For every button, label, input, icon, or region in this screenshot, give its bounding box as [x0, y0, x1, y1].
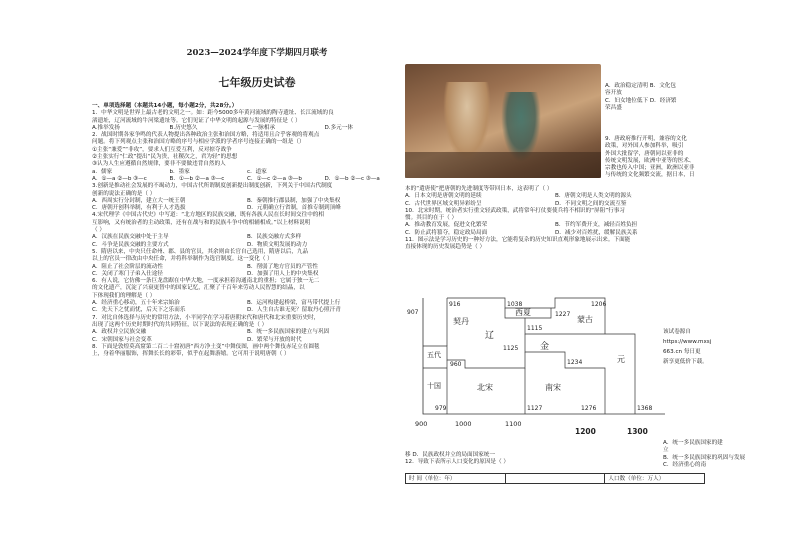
question-line: 9．唐政府推行开明，兼容的文化 — [605, 136, 687, 142]
question-line: （ ） — [92, 227, 105, 234]
question-line: 渚遗址，辽河流域的牛河梁遗址等。它们见证了中华文明的起源与发展的特征是（ ） — [92, 117, 301, 124]
year-960: 960 — [450, 361, 462, 368]
map-label-southern-song: 南宋 — [545, 383, 561, 392]
answer-option: C．唐朝开创科举制，有利于人才选拔 — [92, 205, 186, 212]
answer-option: D．减少对百姓扰，缓解民族关系 — [555, 229, 638, 236]
option-line: 立 — [663, 447, 669, 454]
question-line: ①主张“兼爱”“非攻”，要求人们互爱互利，反对掠夺战争 — [92, 146, 232, 153]
question-line: 10．北宋时期，统治者实行重文轻武政策，武将常年打仗要使兵将不相识的“屏阻”行事习 — [405, 207, 625, 214]
option-row — [405, 222, 705, 229]
year-916: 916 — [449, 301, 461, 308]
question-line: 4.宋代理学《中国古代史》中写道：“北方地区的民族交融，既有各族人民在长时间交往中的相 — [92, 212, 324, 219]
question-line: 1．中华文明是世界上最古老的文明之一。如：距今5000多年黄河流域的陶寺遗址、长江流域的良 — [92, 110, 334, 117]
answer-option: A.推举发扬 — [92, 124, 120, 131]
table-col-time: 时 间（单位：年） — [406, 474, 506, 483]
question-line: 外国大批留学，唐朝同以亚非的 — [605, 150, 684, 157]
dynasty-timeline-map — [405, 294, 661, 444]
answer-option: D．人生自古谁无死？留取丹心照汗青 — [247, 307, 341, 314]
answer-option: B．①—b ②—a ③—c — [169, 175, 225, 182]
option-row — [92, 234, 402, 241]
axis-1100: 1100 — [505, 420, 522, 428]
question-line: 下体现我们的理解是（ ） — [92, 292, 156, 299]
question-line: 以上的官员一律改由中央任命，并将科举制作为选官制度。这一变化（ ） — [92, 256, 273, 263]
option-row — [92, 169, 402, 176]
map-label-northern-song: 北宋 — [477, 383, 493, 392]
question-line: 政策，对外国人参加科举，吸引 — [605, 143, 684, 150]
option-row — [405, 193, 705, 200]
question-line: 12．导致下表所示人口变化的原因是（ ） — [405, 459, 509, 466]
question-line: 5．隋唐以来，中央只任命州、郡、县的官员，其余则由长官自己选用，隋唐以后，九品 — [92, 248, 309, 255]
map-label-ten-kingdoms: 十国 — [427, 382, 441, 390]
map-label-jin: 金 — [540, 342, 550, 352]
dunhuang-mural-image — [405, 64, 601, 178]
option-row — [405, 201, 705, 208]
exam-title: 2023—2024学年度下学期四月联考 — [186, 48, 328, 58]
question-line: 互影响，又有统治者的主动政策，还有在战与和的民族斗争中的相辅相成。”以上材料说明 — [92, 219, 311, 226]
option-row — [92, 307, 402, 314]
download-source-note — [663, 327, 713, 367]
source-note-line: 新享更低价下载。 — [663, 359, 708, 365]
answer-option: a．儒家 — [92, 168, 113, 175]
year-1368: 1368 — [637, 405, 653, 412]
answer-option: D.多元一体 — [324, 124, 353, 131]
answer-option: A．汉族在民族交融中处于主导 — [92, 234, 169, 241]
answer-option: A．西周实行分封制，建立大一统王朝 — [92, 197, 186, 204]
option-row — [92, 264, 402, 271]
question-line: 11．图示法是学习历史的一种好方法，它能将复杂的历史知识直观形象地展示出来。下面能 — [405, 237, 631, 244]
year-1227: 1227 — [555, 311, 571, 318]
question-line: 出现了这两个历史时期时代的共同特征，以下说法的表现正确的是（ ） — [92, 321, 268, 328]
option-line: A．政治稳定清明 B．文化包 — [605, 83, 676, 89]
answer-option: C．防止武将篡夺，稳定政局局面 — [405, 229, 488, 236]
year-1127: 1127 — [527, 405, 543, 412]
answer-option: B.历史悠久 — [169, 124, 198, 131]
answer-option — [325, 169, 403, 176]
map-label-mongol: 蒙古 — [577, 315, 593, 324]
option-line: C．妇女地位低下 D．经济繁 — [605, 97, 677, 104]
dancer-figure-1 — [443, 82, 491, 162]
map-label-kitan: 契丹 — [453, 317, 469, 326]
answer-option: B．唐朝文明是人类文明的源头 — [555, 193, 632, 200]
year-1276: 1276 — [581, 405, 597, 412]
map-label-xixia: 西夏 — [515, 308, 531, 317]
answer-option: A．日本文明是唐朝文明的延续 — [405, 193, 482, 200]
year-1115: 1115 — [527, 325, 543, 332]
source-note-line: 该试卷源自 — [663, 329, 691, 335]
source-note-line: https://www.mxsj — [663, 339, 712, 345]
question-8-options — [605, 83, 705, 112]
answer-option: C．关闭了寒门子弟入仕途径 — [92, 270, 164, 277]
answer-option: B．节约军费开支，减轻百姓负担 — [555, 222, 638, 229]
answer-option: A．政权并立民族交融 — [92, 329, 147, 336]
population-table-header — [405, 473, 705, 484]
question-9-text — [605, 136, 705, 180]
answer-option: D．繁荣与开放的时代 — [247, 336, 302, 343]
year-907: 907 — [407, 309, 419, 316]
question-line: 3.创新是推动社会发展的不竭动力，中国古代所谓制度创新提出制度创新，下列关于中国古代制度 — [92, 183, 333, 190]
answer-option: B．运河构建起桥梁，富马带代提上行 — [247, 300, 341, 307]
answer-option: A．经济重心移动，五十年来宗始治 — [92, 300, 180, 307]
axis-900: 900 — [415, 420, 428, 428]
question-line: 2．战国时期各家争鸣的代表人物提出各种政治主张和治国方略，将适用且合乎客观的将观点 — [92, 132, 320, 139]
axis-1200: 1200 — [575, 427, 596, 436]
question-list-right — [405, 186, 705, 252]
answer-option: C．宋朝国家与社会变革 — [92, 336, 152, 343]
answer-option: C．古代世界区域文明异彩纷呈 — [405, 200, 482, 207]
question-line: 传统文明发展，欧洲中亚等的医术、 — [605, 157, 695, 164]
question-line: 8．下面是敦煌莫高窟第二百二十窟初唐“西方净土变”中舞伎图，画中两个舞伎赤足立在圆毯 — [92, 343, 320, 350]
answer-option: C．①—c ②—a ③—b — [247, 175, 302, 182]
question-line: ②主张实行“仁政”提出“民为贵，社稷次之，君为轻”的思想 — [92, 154, 238, 161]
answer-option: B．削弱了地方官员的产管性 — [247, 263, 318, 270]
map-label-yuan: 元 — [617, 355, 625, 364]
exam-subtitle: 七年级历史试卷 — [218, 76, 296, 89]
question-list-bottom — [405, 452, 705, 467]
answer-option: D．①—b ②—c ③—a — [324, 175, 380, 182]
question-line: 移 D．民族政权并立的局面国家统一 — [405, 452, 495, 458]
question-line: 本的“遣唐使”把唐朝的先进制度等带回日本，这表明了（ ） — [405, 186, 553, 192]
question-line: ③认为人生应遵循自然规律，要非不要做违背自然的人 — [92, 161, 226, 168]
answer-option: B．秦朝推行郡县制，加强了中央集权 — [247, 197, 341, 204]
answer-option: A．①—a ②—b ③—c — [92, 175, 147, 182]
option-line: A．统一多民族国家的建 — [663, 440, 723, 446]
option-line: B．统一多民族国家的巩固与发展 — [663, 454, 746, 461]
question-line: 与传统的文化频繁交流，据日本，日 — [605, 172, 695, 179]
answer-option: D．元朝确立行省制，首推专制到顶峰 — [247, 205, 341, 212]
option-row — [92, 329, 402, 336]
question-line: 惯。其目的在于（ ） — [405, 215, 458, 222]
answer-option: A．推动教育发展，促进文化繁荣 — [405, 222, 488, 229]
section-heading: 一、单项选择题（本题共14小题，每小题2分，共28分。） — [92, 103, 238, 109]
question-line: 创新的说法正确的是（ ） — [92, 190, 156, 197]
answer-option: B．民族交融方式多样 — [247, 234, 302, 241]
question-line: 的文化遗产，沉淀了兴衰更替中的国家记忆，汇聚了千百年来劳动人民智慧的结晶，以 — [92, 285, 305, 292]
question-line: 7．对比自体选择与历史的常用方法，小平同学在学习着唐朝宋代和唐代和北宋重要历史时， — [92, 314, 320, 321]
answer-option: D．加强了用人上的中央集权 — [247, 270, 319, 277]
source-note-line: 663.cn 每日更 — [663, 349, 701, 355]
question-line: 6．有人说，它仿佛一条巨龙盘踞在中华大地，一度承担着沟通南北的重担；它属于独一无二 — [92, 278, 320, 285]
axis-1000: 1000 — [455, 420, 472, 428]
answer-option: c．道家 — [247, 168, 267, 175]
option-row — [405, 230, 705, 237]
option-line: 容开放 — [605, 90, 622, 97]
option-line: 荣昌盛 — [605, 104, 622, 111]
answer-option: B．统一多民族国家的建立与巩固 — [247, 329, 330, 336]
option-line: C．经济重心的南 — [663, 461, 707, 468]
answer-option: C．先天下之忧而忧，后天下之乐而乐 — [92, 307, 186, 314]
map-label-five-dynasties: 五代 — [427, 351, 441, 359]
answer-option: A．阻止了社会阶层的流动性 — [92, 263, 163, 270]
answer-option: D．物质文明发展的动力 — [247, 241, 308, 248]
question-line: 上，身着华丽服饰，挥舞长长的彩带，似乎在起舞游嬉。它可用于说明唐朝（ ） — [92, 351, 290, 358]
answer-option: C．斗争是民族交融的主要方式 — [92, 241, 169, 248]
year-1125: 1125 — [503, 345, 519, 352]
mural-base-band — [405, 152, 601, 178]
question-line: 直接体现的历史发展趋势是（ ） — [405, 244, 486, 251]
question-line: 问题。将下列观点主张和治国方略的序号与相应学派的学者序号连接正确的一组是（） — [92, 139, 305, 146]
answer-option: b．墨家 — [169, 168, 190, 175]
axis-1300: 1300 — [627, 427, 648, 436]
answer-option: D．不同文明之间的交流互鉴 — [555, 200, 627, 207]
answer-option: C.一脉相承 — [247, 124, 276, 131]
year-1038: 1038 — [507, 301, 523, 308]
year-1234: 1234 — [567, 359, 583, 366]
year-1206: 1206 — [591, 301, 607, 308]
option-row — [92, 242, 402, 249]
table-col-population: 人口数（单位：万人） — [608, 476, 665, 482]
question-list-left — [92, 103, 402, 358]
map-label-liao: 辽 — [485, 331, 495, 341]
table-col-spacer — [506, 474, 606, 483]
year-979: 979 — [435, 405, 447, 412]
question-line: 宗教也传入中国；亚洲，欧洲以亚非 — [605, 165, 695, 172]
option-row — [92, 337, 402, 344]
